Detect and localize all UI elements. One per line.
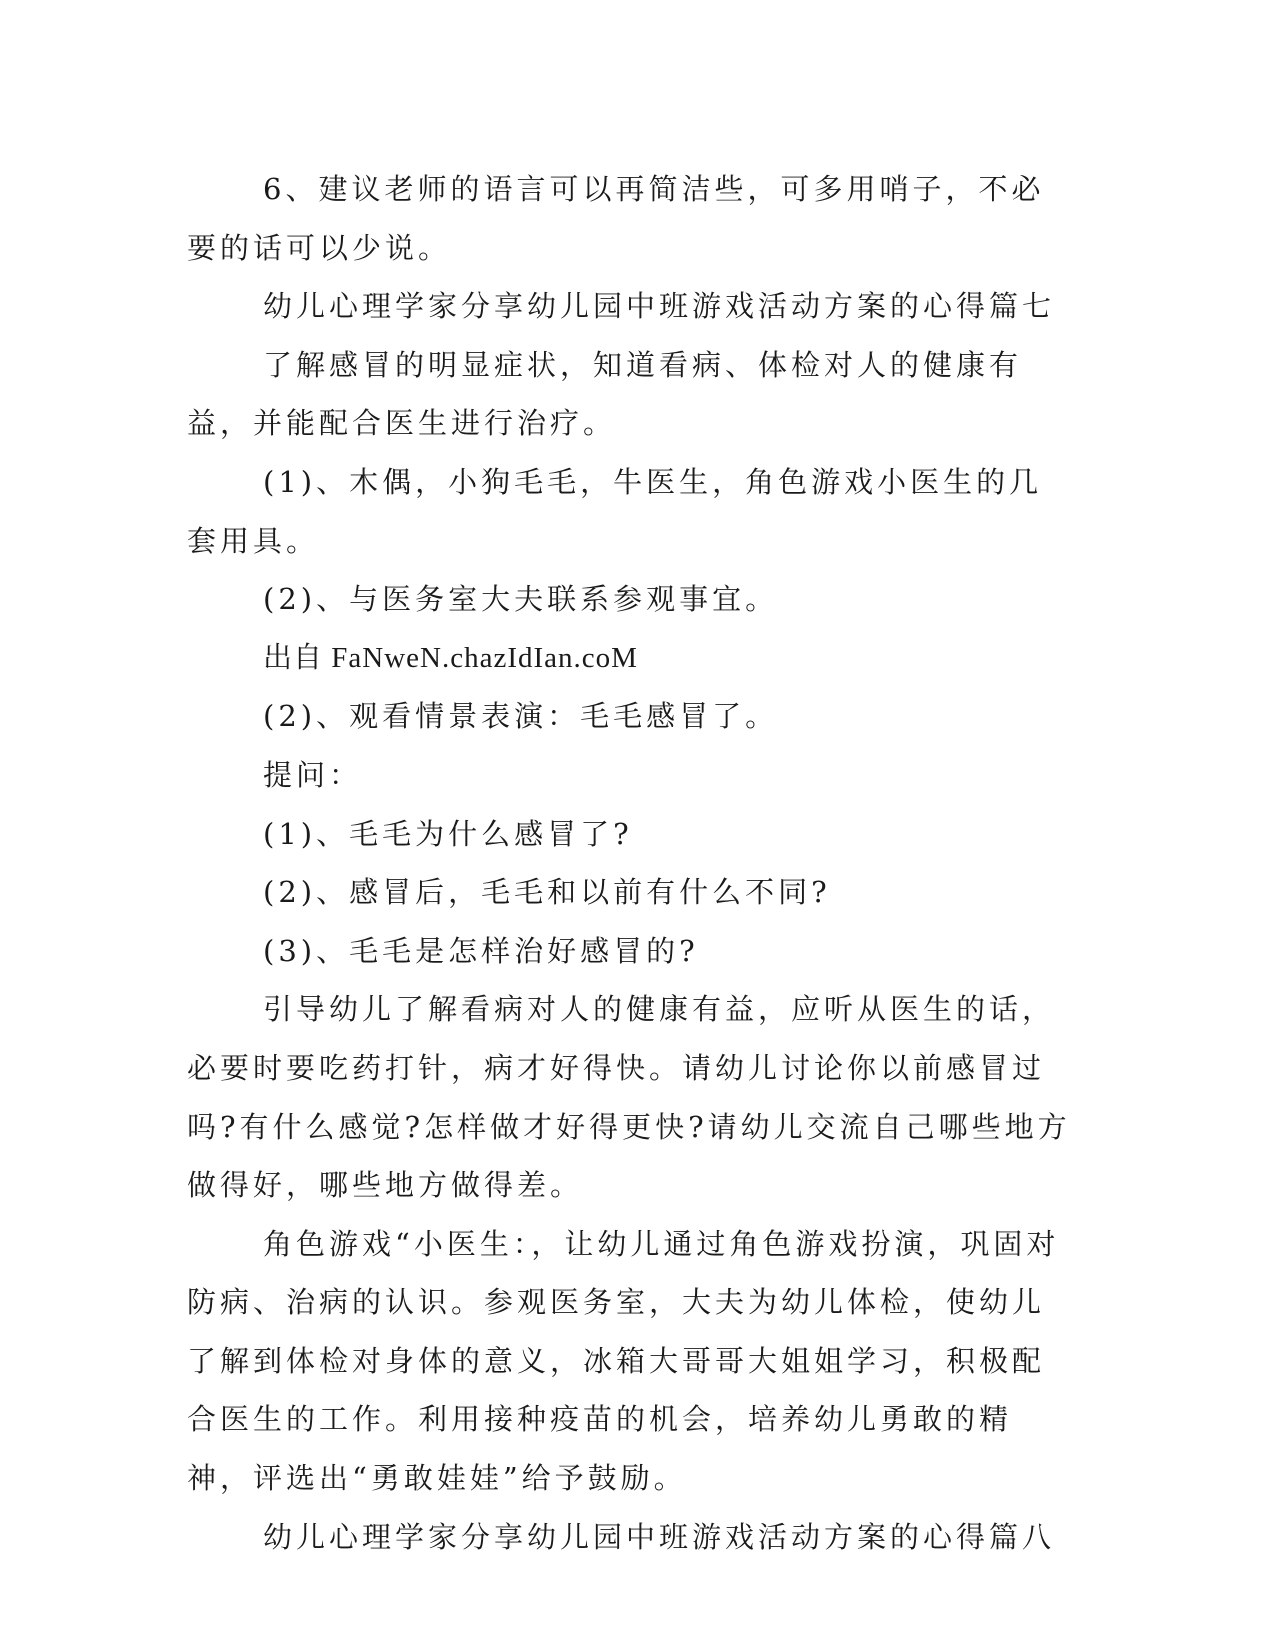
section-heading: 幼儿心理学家分享幼儿园中班游戏活动方案的心得篇七: [263, 289, 1056, 324]
list-item: (1)、木偶，小狗毛毛，牛医生，角色游戏小医生的几套用具。: [187, 464, 1043, 558]
paragraph: 提问：: [263, 757, 363, 792]
list-item: (2)、感冒后，毛毛和以前有什么不同?: [263, 875, 831, 910]
document-body: [187, 160, 1075, 1566]
paragraph: 了解感冒的明显症状，知道看病、体检对人的健康有益，并能配合医生进行治疗。: [187, 347, 1023, 441]
list-item: (2)、与医务室大夫联系参观事宜。: [263, 582, 779, 617]
list-item: (1)、毛毛为什么感冒了?: [263, 816, 633, 851]
section-heading: 幼儿心理学家分享幼儿园中班游戏活动方案的心得篇八: [263, 1519, 1056, 1554]
paragraph: 角色游戏“小医生：，让幼儿通过角色游戏扮演，巩固对防病、治病的认识。参观医务室，大夫为幼儿体检，使幼儿了解到体检对身体的意义，冰箱大哥哥大姐姐学习，积极配合医生的工作。利用接种疫苗的机会，培养幼儿勇敢的精神，评选出“勇敢娃娃”给予鼓励。: [187, 1226, 1060, 1496]
list-item: (3)、毛毛是怎样治好感冒的?: [263, 933, 699, 968]
paragraph: 6、建议老师的语言可以再简洁些，可多用哨子，不必要的话可以少说。: [187, 172, 1045, 265]
source-line: 出自 FaNweN.chazIdIan.coM: [263, 641, 638, 674]
paragraph: 引导幼儿了解看病对人的健康有益，应听从医生的话，必要时要吃药打针，病才好得快。请幼儿讨论你以前感冒过吗?有什么感觉?怎样做才好得更快?请幼儿交流自己哪些地方做得好，哪些地方做得差。: [187, 992, 1071, 1203]
list-item: (2)、观看情景表演：毛毛感冒了。: [263, 699, 779, 734]
